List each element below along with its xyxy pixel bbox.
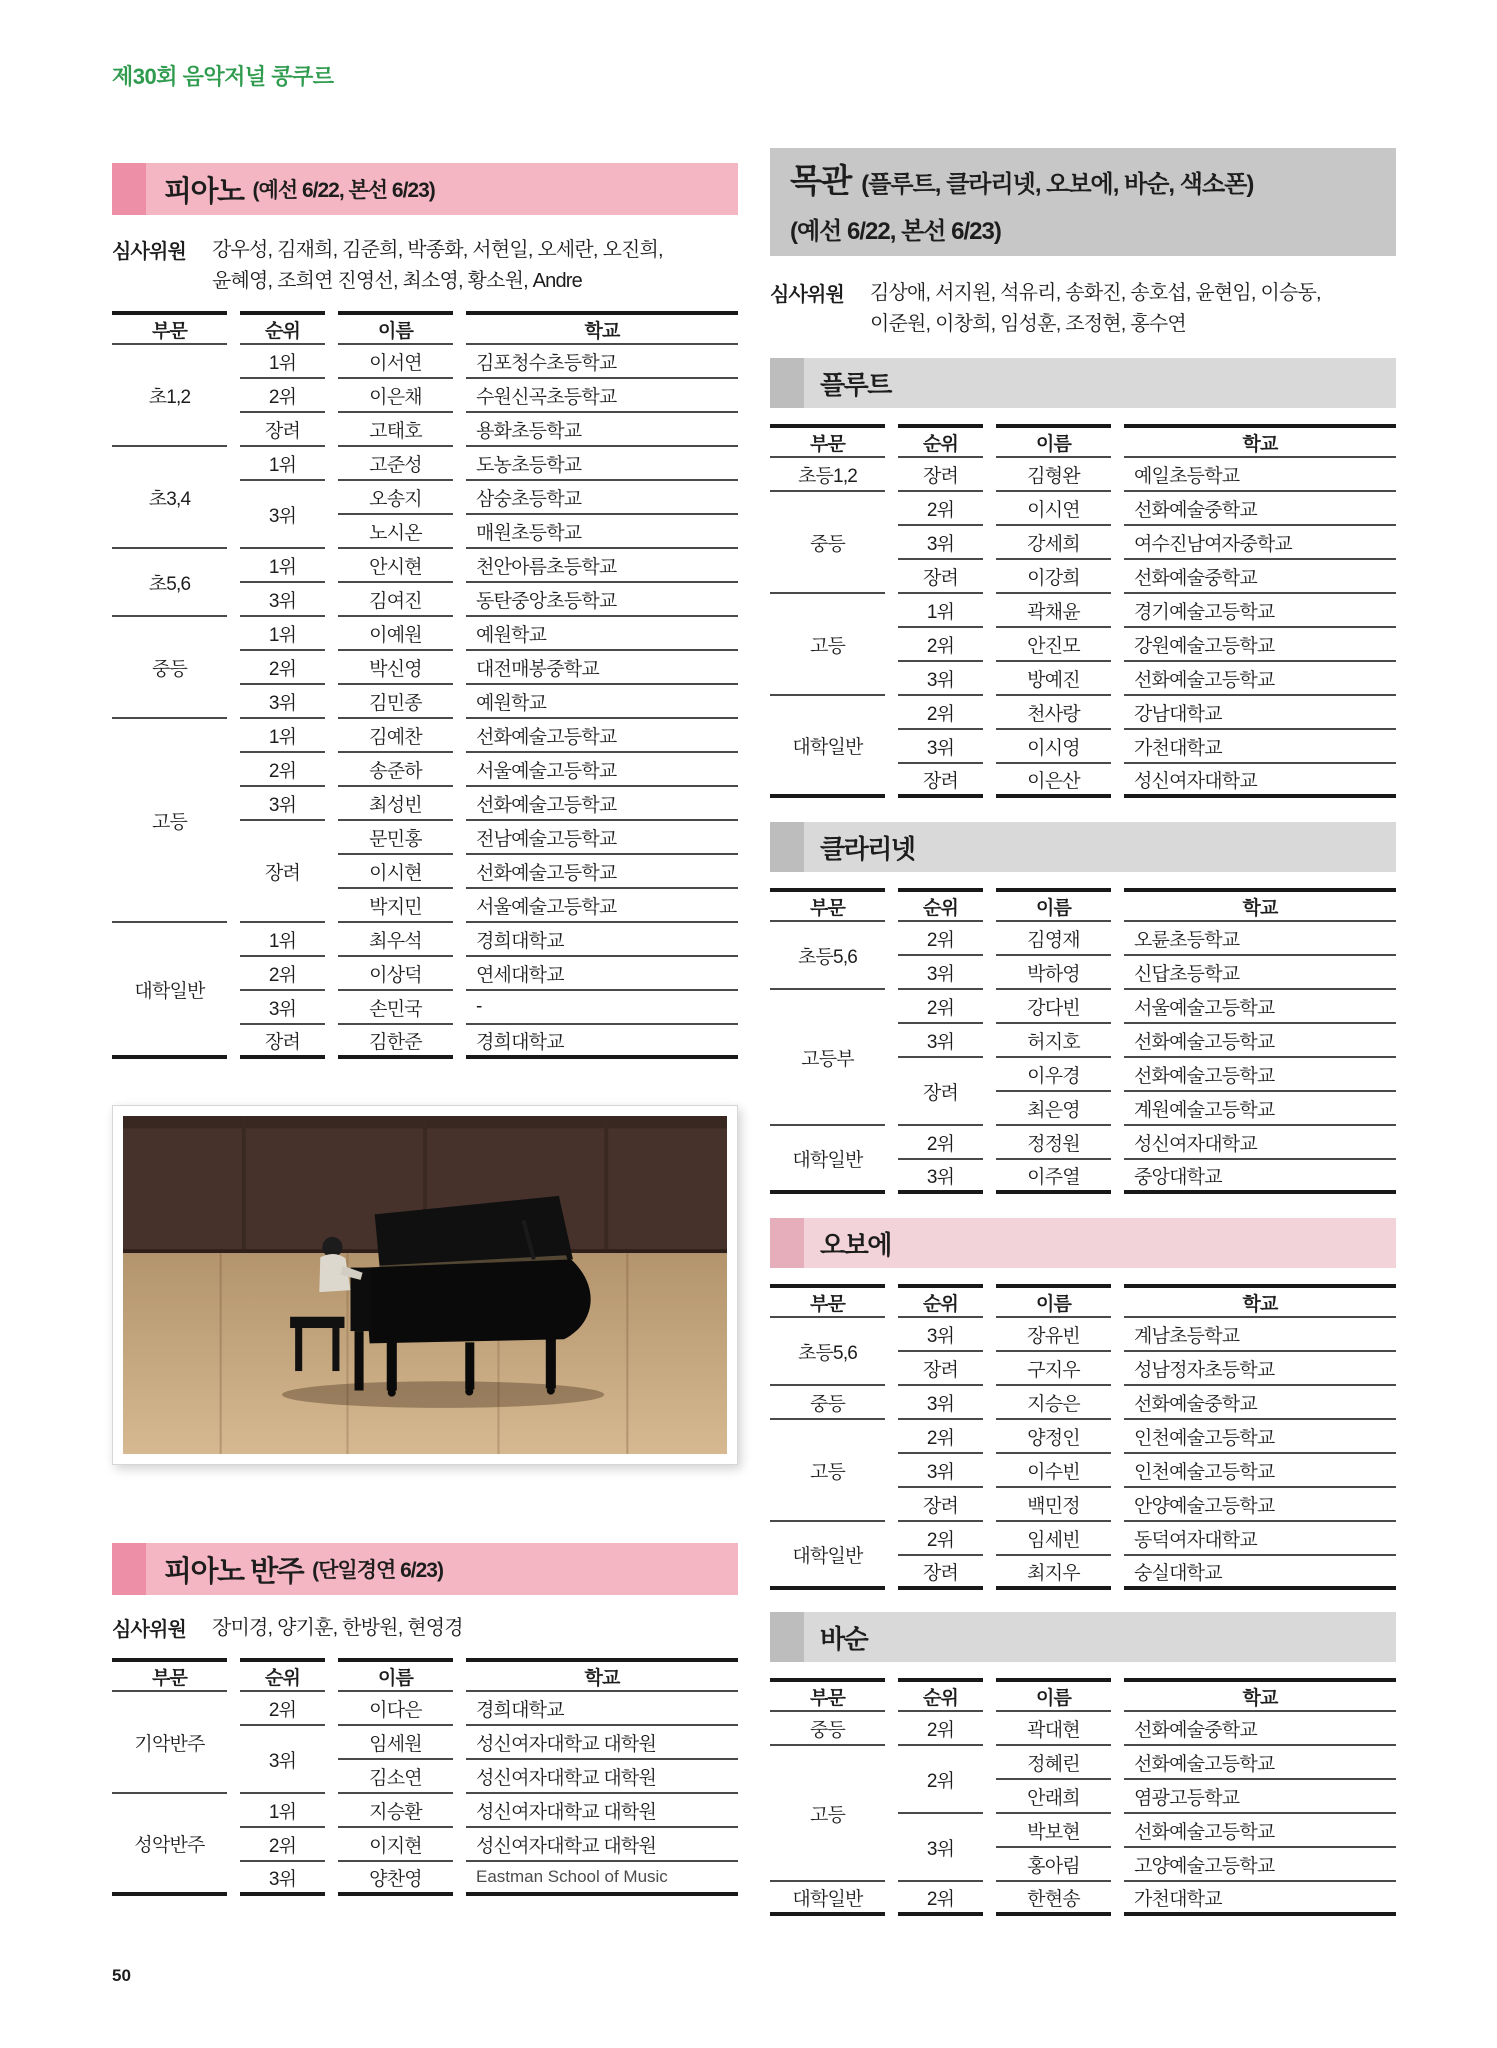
piano-section-header (112, 163, 738, 215)
table-cell: 중등 (112, 617, 227, 719)
table-cell: 오송지 (338, 481, 453, 515)
table-cell: 1위 (240, 549, 325, 583)
column-header: 이름 (996, 888, 1111, 922)
table-cell: 2위 (898, 1882, 983, 1916)
table-cell: 서울예술고등학교 (466, 889, 738, 923)
table-cell: 김여진 (338, 583, 453, 617)
table-cell: 김형완 (996, 458, 1111, 492)
table-cell: 3위 (240, 1726, 325, 1794)
table-cell: 김포청수초등학교 (466, 345, 738, 379)
table-cell: 강원예술고등학교 (1124, 628, 1396, 662)
table-cell: 노시온 (338, 515, 453, 549)
table-cell: 3위 (898, 1318, 983, 1352)
table-cell: 선화예술고등학교 (466, 855, 738, 889)
table-cell: 장려 (898, 1058, 983, 1126)
table-cell: 경기예술고등학교 (1124, 594, 1396, 628)
column-header: 부문 (770, 424, 885, 458)
table-cell: 고양예술고등학교 (1124, 1848, 1396, 1882)
table-cell: 김소연 (338, 1760, 453, 1794)
table-cell: 연세대학교 (466, 957, 738, 991)
table-row (770, 696, 1396, 730)
table-row (770, 1386, 1396, 1420)
table-cell: 구지우 (996, 1352, 1111, 1386)
piano-results-table (112, 311, 738, 1059)
table-row (770, 1126, 1396, 1160)
table-cell: 대학일반 (770, 1126, 885, 1194)
column-header: 순위 (240, 1658, 325, 1692)
gray-accent-square (770, 1612, 804, 1662)
clarinet-title: 클라리넷 (820, 833, 915, 864)
table-cell: 2위 (898, 1522, 983, 1556)
table-row (770, 1420, 1396, 1454)
table-cell: 인천예술고등학교 (1124, 1454, 1396, 1488)
table-row (112, 1692, 738, 1726)
table-cell: 1위 (240, 719, 325, 753)
table-cell: 선화예술고등학교 (1124, 1058, 1396, 1092)
table-cell: 2위 (240, 1692, 325, 1726)
table-cell: 이주열 (996, 1160, 1111, 1194)
table-cell: 김예찬 (338, 719, 453, 753)
table-cell: 장려 (240, 1025, 325, 1059)
table-cell: 강남대학교 (1124, 696, 1396, 730)
flute-header (770, 358, 1396, 408)
table-cell: 여수진남여자중학교 (1124, 526, 1396, 560)
table-cell: 박신영 (338, 651, 453, 685)
column-header: 이름 (996, 1678, 1111, 1712)
table-cell: 최성빈 (338, 787, 453, 821)
table-cell: 초등5,6 (770, 1318, 885, 1386)
table-cell: 곽대현 (996, 1712, 1111, 1746)
table-row (112, 719, 738, 753)
column-header: 학교 (1124, 888, 1396, 922)
column-header: 순위 (898, 1678, 983, 1712)
table-cell: 대학일반 (770, 696, 885, 798)
left-column (112, 60, 738, 1896)
judges-names (870, 278, 1321, 340)
table-cell: 김한준 (338, 1025, 453, 1059)
judges-label: 심사위원 (112, 241, 187, 263)
table-cell: 선화예술고등학교 (466, 787, 738, 821)
table-cell: 장려 (898, 1488, 983, 1522)
page-number: 50 (112, 1966, 131, 1985)
table-cell: 선화예술중학교 (1124, 1386, 1396, 1420)
table-cell: 장려 (240, 413, 325, 447)
table-cell: 대학일반 (112, 923, 227, 1059)
table-cell: 성신여자대학교 (1124, 1126, 1396, 1160)
table-cell: 초1,2 (112, 345, 227, 447)
table-cell: 정혜린 (996, 1746, 1111, 1780)
table-cell: 경희대학교 (466, 1692, 738, 1726)
table-cell: 중등 (770, 492, 885, 594)
table-row (770, 1746, 1396, 1780)
table-cell: 1위 (240, 1794, 325, 1828)
table-cell: 용화초등학교 (466, 413, 738, 447)
results-table (757, 888, 1409, 1194)
judges-label: 심사위원 (112, 1619, 187, 1641)
results-table (757, 424, 1409, 798)
table-cell: 동탄중앙초등학교 (466, 583, 738, 617)
table-cell: 3위 (240, 583, 325, 617)
table-cell: 이예원 (338, 617, 453, 651)
table-cell: 1위 (240, 447, 325, 481)
table-cell: 장려 (898, 764, 983, 798)
table-cell: 3위 (898, 662, 983, 696)
table-row (770, 1882, 1396, 1916)
results-table (99, 311, 751, 1059)
table-cell: 오륜초등학교 (1124, 922, 1396, 956)
table-cell: 선화예술중학교 (1124, 1712, 1396, 1746)
table-row (112, 549, 738, 583)
table-cell: 계남초등학교 (1124, 1318, 1396, 1352)
table-cell: 임세원 (338, 1726, 453, 1760)
table-cell: 2위 (898, 628, 983, 662)
woodwind-section-dates: (예선 6/22, 본선 6/23) (790, 218, 1001, 245)
woodwind-section-header (770, 148, 1396, 256)
table-cell: 2위 (240, 379, 325, 413)
table-cell: 3위 (240, 787, 325, 821)
table-cell: 성악반주 (112, 1794, 227, 1896)
table-cell: 대전매봉중학교 (466, 651, 738, 685)
judges-line: 김상애, 서지원, 석유리, 송화진, 송호섭, 윤현임, 이승동, (870, 282, 1321, 304)
table-row (770, 594, 1396, 628)
oboe-title: 오보에 (820, 1229, 891, 1260)
table-cell: 지승은 (996, 1386, 1111, 1420)
table-cell: 3위 (240, 991, 325, 1025)
table-cell: 장유빈 (996, 1318, 1111, 1352)
table-cell: 한현송 (996, 1882, 1111, 1916)
table-cell: 안래희 (996, 1780, 1111, 1814)
table-cell: 박하영 (996, 956, 1111, 990)
table-cell: 천사랑 (996, 696, 1111, 730)
table-cell: 3위 (898, 1386, 983, 1420)
table-cell: 3위 (240, 685, 325, 719)
table-cell: 예일초등학교 (1124, 458, 1396, 492)
table-cell: 대학일반 (770, 1882, 885, 1916)
table-cell: 고등 (770, 594, 885, 696)
stage-photo-graphic (123, 1116, 727, 1454)
table-cell: 2위 (240, 957, 325, 991)
table-cell: 이은채 (338, 379, 453, 413)
table-cell: 이다은 (338, 1692, 453, 1726)
table-cell: 중앙대학교 (1124, 1160, 1396, 1194)
table-cell: 성신여자대학교 (1124, 764, 1396, 798)
table-cell: 손민국 (338, 991, 453, 1025)
table-cell: 예원학교 (466, 685, 738, 719)
table-row (112, 617, 738, 651)
table-cell: 3위 (898, 1024, 983, 1058)
table-cell: 중등 (770, 1386, 885, 1420)
table-cell: 장려 (898, 1556, 983, 1590)
table-cell: 방예진 (996, 662, 1111, 696)
table-cell: 성신여자대학교 대학원 (466, 1794, 738, 1828)
column-header: 학교 (1124, 1284, 1396, 1318)
table-cell: 곽채윤 (996, 594, 1111, 628)
table-cell: 경희대학교 (466, 1025, 738, 1059)
table-cell: 이시연 (996, 492, 1111, 526)
table-row (770, 990, 1396, 1024)
table-cell: 박보현 (996, 1814, 1111, 1848)
table-cell: 숭실대학교 (1124, 1556, 1396, 1590)
woodwind-instruments: (플루트, 클라리넷, 오보에, 바순, 색소폰) (861, 171, 1254, 198)
column-header: 학교 (466, 1658, 738, 1692)
table-cell: 초등5,6 (770, 922, 885, 990)
table-cell: 안진모 (996, 628, 1111, 662)
table-cell: 3위 (898, 956, 983, 990)
table-cell: 3위 (898, 1814, 983, 1882)
table-cell: 1위 (240, 345, 325, 379)
table-cell: 예원학교 (466, 617, 738, 651)
column-header: 이름 (338, 1658, 453, 1692)
results-table (757, 1284, 1409, 1590)
table-cell: 수원신곡초등학교 (466, 379, 738, 413)
table-cell: 3위 (898, 526, 983, 560)
table-cell: 성신여자대학교 대학원 (466, 1828, 738, 1862)
pink-accent-square (770, 1218, 804, 1268)
table-cell: 성남정자초등학교 (1124, 1352, 1396, 1386)
table-cell: 최지우 (996, 1556, 1111, 1590)
judges-names (212, 235, 663, 297)
table-cell: 2위 (240, 753, 325, 787)
table-cell: 이우경 (996, 1058, 1111, 1092)
table-row (112, 345, 738, 379)
table-cell: 3위 (898, 1454, 983, 1488)
table-cell: 허지호 (996, 1024, 1111, 1058)
table-cell: 서울예술고등학교 (1124, 990, 1396, 1024)
table-cell: 2위 (898, 696, 983, 730)
flute-title: 플루트 (820, 369, 891, 400)
table-cell: 선화예술중학교 (1124, 560, 1396, 594)
table-cell: 강세희 (996, 526, 1111, 560)
stage-photo (112, 1105, 738, 1465)
column-header: 부문 (112, 311, 227, 345)
column-header: 이름 (338, 311, 453, 345)
accompaniment-results-table (112, 1658, 738, 1896)
table-cell: 이수빈 (996, 1454, 1111, 1488)
table-cell: 중등 (770, 1712, 885, 1746)
gray-accent-square (770, 822, 804, 872)
column-header: 부문 (112, 1658, 227, 1692)
table-cell: 1위 (240, 617, 325, 651)
table-cell: 선화예술고등학교 (1124, 1024, 1396, 1058)
table-cell: 삼숭초등학교 (466, 481, 738, 515)
table-cell: 이시영 (996, 730, 1111, 764)
table-cell: 최은영 (996, 1092, 1111, 1126)
table-cell: 1위 (240, 923, 325, 957)
table-cell: 정정원 (996, 1126, 1111, 1160)
table-cell: 양정인 (996, 1420, 1111, 1454)
table-cell: 3위 (240, 1862, 325, 1896)
table-cell: 고태호 (338, 413, 453, 447)
table-cell: 천안아름초등학교 (466, 549, 738, 583)
table-cell: 고등부 (770, 990, 885, 1126)
flute-results-table (770, 424, 1396, 798)
table-cell: 이은산 (996, 764, 1111, 798)
table-row (112, 447, 738, 481)
table-cell: 송준하 (338, 753, 453, 787)
judges-line: 장미경, 양기훈, 한방원, 현영경 (212, 1617, 463, 1639)
table-cell: 가천대학교 (1124, 730, 1396, 764)
woodwind-section-title: 목관 (790, 162, 851, 199)
judges-names (212, 1613, 463, 1644)
table-cell: 고등 (770, 1420, 885, 1522)
table-cell: 이지현 (338, 1828, 453, 1862)
table-cell: 성신여자대학교 대학원 (466, 1760, 738, 1794)
table-cell: - (466, 991, 738, 1025)
table-cell: 성신여자대학교 대학원 (466, 1726, 738, 1760)
table-cell: 장려 (240, 821, 325, 923)
table-cell: 양찬영 (338, 1862, 453, 1896)
piano-judges (112, 235, 738, 297)
bassoon-results-table (770, 1678, 1396, 1916)
column-header: 순위 (898, 1284, 983, 1318)
bassoon-title: 바순 (820, 1623, 868, 1654)
table-row (770, 1712, 1396, 1746)
table-cell: 선화예술고등학교 (1124, 1746, 1396, 1780)
column-header: 학교 (466, 311, 738, 345)
table-cell: 홍아림 (996, 1848, 1111, 1882)
table-cell: 계원예술고등학교 (1124, 1092, 1396, 1126)
table-cell: 경희대학교 (466, 923, 738, 957)
table-cell: 1위 (898, 594, 983, 628)
table-cell: 장려 (898, 458, 983, 492)
column-header: 순위 (240, 311, 325, 345)
table-cell: 선화예술고등학교 (1124, 1814, 1396, 1848)
piano-section-title: 피아노 (164, 175, 244, 208)
table-row (770, 1522, 1396, 1556)
table-cell: 2위 (898, 1746, 983, 1814)
table-cell: 안양예술고등학교 (1124, 1488, 1396, 1522)
table-cell: 지승환 (338, 1794, 453, 1828)
table-row (770, 922, 1396, 956)
right-column (770, 148, 1396, 1916)
table-cell: 대학일반 (770, 1522, 885, 1590)
table-cell: 강다빈 (996, 990, 1111, 1024)
column-header: 부문 (770, 1284, 885, 1318)
table-cell: 도농초등학교 (466, 447, 738, 481)
woodwind-title-line (790, 156, 1396, 213)
table-cell: 이시현 (338, 855, 453, 889)
accompaniment-section-dates: (단일경연 6/23) (312, 1559, 443, 1582)
table-cell: 초3,4 (112, 447, 227, 549)
table-cell: 2위 (898, 1712, 983, 1746)
table-cell: 고준성 (338, 447, 453, 481)
judges-line: 이준원, 이창희, 임성훈, 조정현, 홍수연 (870, 313, 1186, 335)
piano-section-dates: (예선 6/22, 본선 6/23) (252, 179, 435, 202)
table-row (770, 458, 1396, 492)
results-table (99, 1658, 751, 1896)
table-cell: 초등1,2 (770, 458, 885, 492)
table-cell: 2위 (240, 651, 325, 685)
clarinet-results-table (770, 888, 1396, 1194)
bassoon-header (770, 1612, 1396, 1662)
table-cell: 최우석 (338, 923, 453, 957)
table-cell: 2위 (898, 922, 983, 956)
column-header: 학교 (1124, 424, 1396, 458)
table-cell: 신답초등학교 (1124, 956, 1396, 990)
table-cell: 매원초등학교 (466, 515, 738, 549)
table-cell: 초5,6 (112, 549, 227, 617)
table-cell: 안시현 (338, 549, 453, 583)
table-cell: 동덕여자대학교 (1124, 1522, 1396, 1556)
results-table (757, 1678, 1409, 1916)
judges-line: 강우성, 김재희, 김준희, 박종화, 서현일, 오세란, 오진희, (212, 239, 663, 261)
table-cell: 2위 (898, 1126, 983, 1160)
table-cell: Eastman School of Music (466, 1862, 738, 1896)
table-cell: 기악반주 (112, 1692, 227, 1794)
column-header: 순위 (898, 888, 983, 922)
accompaniment-judges (112, 1613, 738, 1644)
table-cell: 고등 (112, 719, 227, 923)
table-cell: 고등 (770, 1746, 885, 1882)
table-cell: 서울예술고등학교 (466, 753, 738, 787)
table-cell: 2위 (898, 492, 983, 526)
table-cell: 백민정 (996, 1488, 1111, 1522)
table-row (770, 1318, 1396, 1352)
table-cell: 선화예술고등학교 (466, 719, 738, 753)
woodwind-judges (770, 278, 1396, 340)
table-cell: 2위 (898, 1420, 983, 1454)
column-header: 학교 (1124, 1678, 1396, 1712)
table-cell: 3위 (240, 481, 325, 549)
table-cell: 임세빈 (996, 1522, 1111, 1556)
page-kicker: 제30회 음악저널 콩쿠르 (112, 64, 334, 89)
pink-accent-square (112, 1543, 146, 1595)
table-row (770, 492, 1396, 526)
accompaniment-section-header (112, 1543, 738, 1595)
table-cell: 인천예술고등학교 (1124, 1420, 1396, 1454)
table-cell: 전남예술고등학교 (466, 821, 738, 855)
table-cell: 박지민 (338, 889, 453, 923)
clarinet-header (770, 822, 1396, 872)
accompaniment-section-title: 피아노 반주 (164, 1555, 304, 1588)
table-cell: 문민홍 (338, 821, 453, 855)
column-header: 부문 (770, 1678, 885, 1712)
table-cell: 선화예술고등학교 (1124, 662, 1396, 696)
judges-label: 심사위원 (770, 284, 845, 306)
table-cell: 3위 (898, 1160, 983, 1194)
column-header: 순위 (898, 424, 983, 458)
gray-accent-square (770, 358, 804, 408)
table-cell: 이서연 (338, 345, 453, 379)
table-cell: 2위 (240, 1828, 325, 1862)
table-cell: 장려 (898, 560, 983, 594)
column-header: 이름 (996, 424, 1111, 458)
table-cell: 3위 (898, 730, 983, 764)
pink-accent-square (112, 163, 146, 215)
table-row (112, 923, 738, 957)
table-row (112, 1794, 738, 1828)
table-cell: 선화예술중학교 (1124, 492, 1396, 526)
judges-line: 윤혜영, 조희연 진영선, 최소영, 황소원, Andre (212, 270, 582, 292)
table-cell: 이강희 (996, 560, 1111, 594)
column-header: 부문 (770, 888, 885, 922)
oboe-results-table (770, 1284, 1396, 1590)
table-cell: 이상덕 (338, 957, 453, 991)
table-cell: 2위 (898, 990, 983, 1024)
table-cell: 가천대학교 (1124, 1882, 1396, 1916)
column-header: 이름 (996, 1284, 1111, 1318)
table-cell: 장려 (898, 1352, 983, 1386)
table-cell: 염광고등학교 (1124, 1780, 1396, 1814)
oboe-header (770, 1218, 1396, 1268)
table-cell: 김영재 (996, 922, 1111, 956)
table-cell: 김민종 (338, 685, 453, 719)
